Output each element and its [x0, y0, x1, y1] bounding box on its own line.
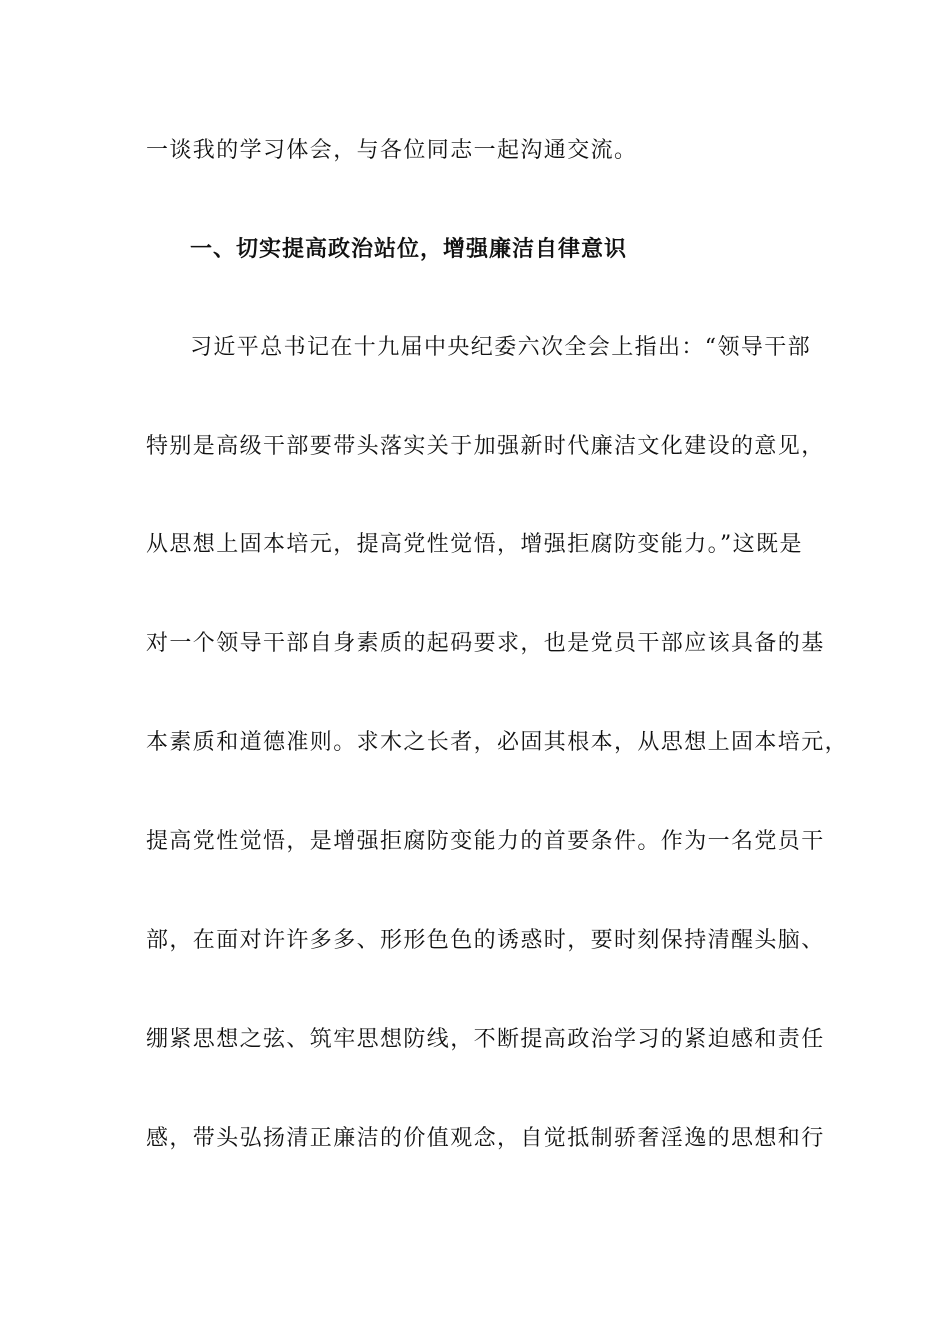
- paragraph-line: 提高党性觉悟，是增强拒腐防变能力的首要条件。作为一名党员干: [146, 829, 825, 854]
- paragraph-line: 对一个领导干部自身素质的起码要求，也是党员干部应该具备的基: [146, 631, 825, 656]
- paragraph-line: 特别是高级干部要带头落实关于加强新时代廉洁文化建设的意见，: [146, 434, 825, 459]
- paragraph-line: 本素质和道德准则。求木之长者，必固其根本，从思想上固本培元，: [146, 730, 849, 755]
- paragraph-line: 绷紧思想之弦、筑牢思想防线，不断提高政治学习的紧迫感和责任: [146, 1027, 825, 1052]
- paragraph-line: 感，带头弘扬清正廉洁的价值观念，自觉抵制骄奢淫逸的思想和行: [146, 1126, 825, 1151]
- paragraph-line: 从思想上固本培元，提高党性觉悟，增强拒腐防变能力。”这既是: [146, 532, 803, 557]
- section-heading: 一、切实提高政治站位，增强廉洁自律意识: [190, 237, 628, 262]
- paragraph-line: 一谈我的学习体会，与各位同志一起沟通交流。: [146, 138, 638, 163]
- paragraph-line: 部，在面对许许多多、形形色色的诱惑时，要时刻保持清醒头脑、: [146, 928, 825, 953]
- paragraph-line: 习近平总书记在十九届中央纪委六次全会上指出：“领导干部: [190, 335, 812, 360]
